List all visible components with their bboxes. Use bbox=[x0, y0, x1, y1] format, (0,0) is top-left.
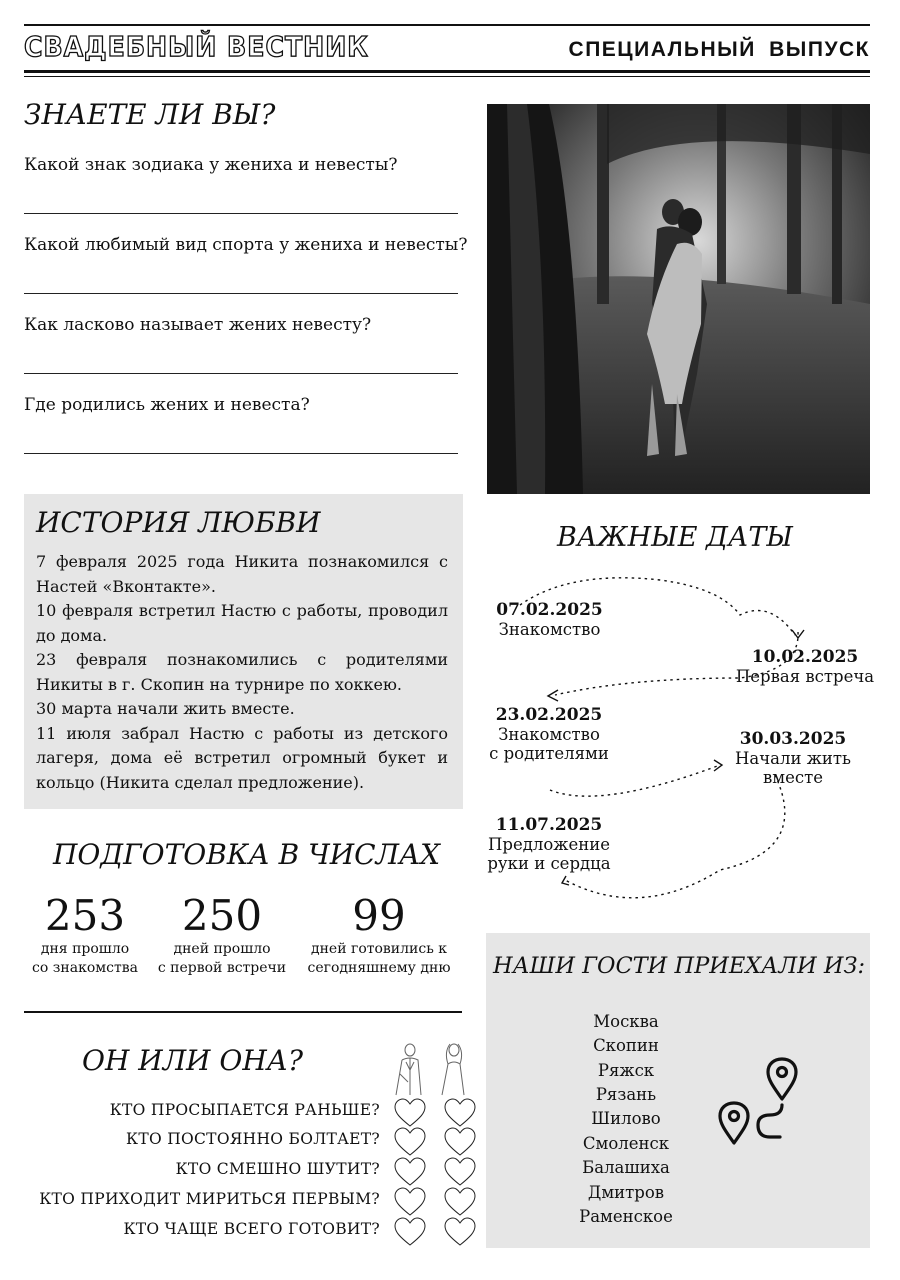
answer-line bbox=[24, 453, 458, 454]
date-value: 11.07.2025 bbox=[495, 815, 603, 835]
date-entry bbox=[730, 648, 880, 686]
date-entry bbox=[728, 730, 858, 787]
date-label: руки и сердца bbox=[487, 854, 611, 873]
date-entry bbox=[484, 706, 614, 763]
stat-number: 99 bbox=[352, 891, 406, 940]
date-label: вместе bbox=[762, 768, 824, 787]
heart-checkbox-him[interactable] bbox=[395, 1128, 425, 1155]
date-label: с родителями bbox=[489, 744, 609, 763]
heart-checkbox-him[interactable] bbox=[395, 1099, 425, 1126]
masthead-title: СВАДЕБНЫЙ ВЕСТНИК bbox=[24, 30, 369, 63]
date-value: 07.02.2025 bbox=[496, 600, 603, 620]
love-story-paragraph: 10 февраля встретил Настю с работы, проводил до дома. bbox=[36, 601, 448, 645]
date-label: Начали жить bbox=[735, 749, 851, 768]
guest-city: Ряжск bbox=[597, 1061, 655, 1080]
heart-checkbox-him[interactable] bbox=[395, 1188, 425, 1215]
stat-label: сегодняшнему дню bbox=[307, 960, 451, 976]
stat-number: 250 bbox=[181, 891, 263, 940]
heart-checkbox-him[interactable] bbox=[395, 1218, 425, 1245]
guests-title: НАШИ ГОСТИ ПРИЕХАЛИ ИЗ: bbox=[493, 953, 866, 979]
heart-checkbox-her[interactable] bbox=[445, 1128, 475, 1155]
heart-checkbox-her[interactable] bbox=[445, 1218, 475, 1245]
quiz-question: Какой знак зодиака у жениха и невесты? bbox=[24, 155, 398, 175]
he-or-she-question: КТО ЧАЩЕ ВСЕГО ГОТОВИТ? bbox=[123, 1220, 380, 1238]
section-divider bbox=[24, 1011, 462, 1013]
stat-label: дня прошло bbox=[40, 941, 130, 957]
guest-city: Рязань bbox=[595, 1085, 657, 1104]
masthead-issue-label: СПЕЦИАЛЬНЫЙ ВЫПУСК bbox=[568, 38, 870, 61]
guest-city: Скопин bbox=[593, 1036, 659, 1055]
date-entry bbox=[484, 816, 614, 873]
date-label: Знакомство bbox=[498, 620, 601, 639]
masthead-bottom-rule bbox=[24, 70, 870, 73]
couple-photo bbox=[487, 104, 870, 494]
love-story-paragraph: 11 июля забрал Настю с работы из детского лагеря, дома её встретил огромный букет и кольцо (Никита сделал предложение). bbox=[36, 723, 448, 792]
date-value: 23.02.2025 bbox=[495, 705, 603, 725]
heart-checkbox-him[interactable] bbox=[395, 1158, 425, 1185]
guest-city: Шилово bbox=[591, 1109, 661, 1128]
love-story-paragraph: 30 марта начали жить вместе. bbox=[36, 699, 295, 718]
groom-bride-icon bbox=[388, 1040, 478, 1096]
quiz-question: Где родились жених и невеста? bbox=[24, 395, 310, 415]
guest-city: Раменское bbox=[579, 1207, 673, 1226]
stat-label: с первой встречи bbox=[157, 960, 287, 976]
date-value: 10.02.2025 bbox=[751, 647, 859, 667]
stats-title: ПОДГОТОВКА В ЧИСЛАХ bbox=[53, 838, 441, 871]
love-story-body bbox=[36, 550, 448, 795]
date-value: 30.03.2025 bbox=[739, 729, 847, 749]
he-or-she-title: ОН ИЛИ ОНА? bbox=[82, 1044, 303, 1077]
date-label: Первая встреча bbox=[735, 667, 875, 686]
stat-label: со знакомства bbox=[32, 960, 138, 976]
he-or-she-question: КТО ПРИХОДИТ МИРИТЬСЯ ПЕРВЫМ? bbox=[39, 1190, 380, 1208]
date-label: Предложение bbox=[488, 835, 610, 854]
answer-line bbox=[24, 213, 458, 214]
answer-line bbox=[24, 293, 458, 294]
quiz-question: Как ласково называет жених невесту? bbox=[24, 315, 372, 335]
stat-item bbox=[24, 892, 146, 978]
love-story-paragraph: 23 февраля познакомились с родителями Никиты в г. Скопин на турнире по хоккею. bbox=[36, 650, 448, 694]
guest-city: Смоленск bbox=[582, 1134, 670, 1153]
quiz-question: Какой любимый вид спорта у жениха и невесты? bbox=[24, 235, 468, 255]
masthead-top-rule bbox=[24, 24, 870, 26]
stat-label: дней готовились к bbox=[310, 941, 448, 957]
he-or-she-question: КТО СМЕШНО ШУТИТ? bbox=[175, 1160, 380, 1178]
he-or-she-question: КТО ПРОСЫПАЕТСЯ РАНЬШЕ? bbox=[109, 1101, 380, 1119]
love-story-title: ИСТОРИЯ ЛЮБВИ bbox=[36, 506, 321, 539]
date-label: Знакомство bbox=[498, 725, 600, 744]
route-pin-icon bbox=[714, 1055, 806, 1147]
stat-item bbox=[296, 892, 462, 978]
heart-checkbox-her[interactable] bbox=[445, 1099, 475, 1126]
stat-item bbox=[150, 892, 294, 978]
he-or-she-question: КТО ПОСТОЯННО БОЛТАЕТ? bbox=[126, 1130, 380, 1148]
heart-checkbox-her[interactable] bbox=[445, 1158, 475, 1185]
heart-checkbox-her[interactable] bbox=[445, 1188, 475, 1215]
stat-number: 253 bbox=[44, 891, 126, 940]
masthead-bottom-rule-thin bbox=[24, 76, 870, 77]
answer-line bbox=[24, 373, 458, 374]
quiz-title: ЗНАЕТЕ ЛИ ВЫ? bbox=[24, 98, 276, 131]
date-entry bbox=[487, 601, 612, 639]
stat-label: дней прошло bbox=[173, 941, 271, 957]
guests-panel bbox=[486, 933, 870, 1248]
guest-city: Балашиха bbox=[582, 1158, 670, 1177]
love-story-paragraph: 7 февраля 2025 года Никита познакомился с Настей «Вконтакте». bbox=[36, 552, 448, 596]
important-dates-title: ВАЖНЫЕ ДАТЫ bbox=[557, 522, 793, 553]
heart-checkbox-grid bbox=[392, 1096, 482, 1250]
guest-city: Москва bbox=[593, 1012, 659, 1031]
guest-city: Дмитров bbox=[587, 1183, 665, 1202]
love-story-panel bbox=[24, 494, 463, 809]
